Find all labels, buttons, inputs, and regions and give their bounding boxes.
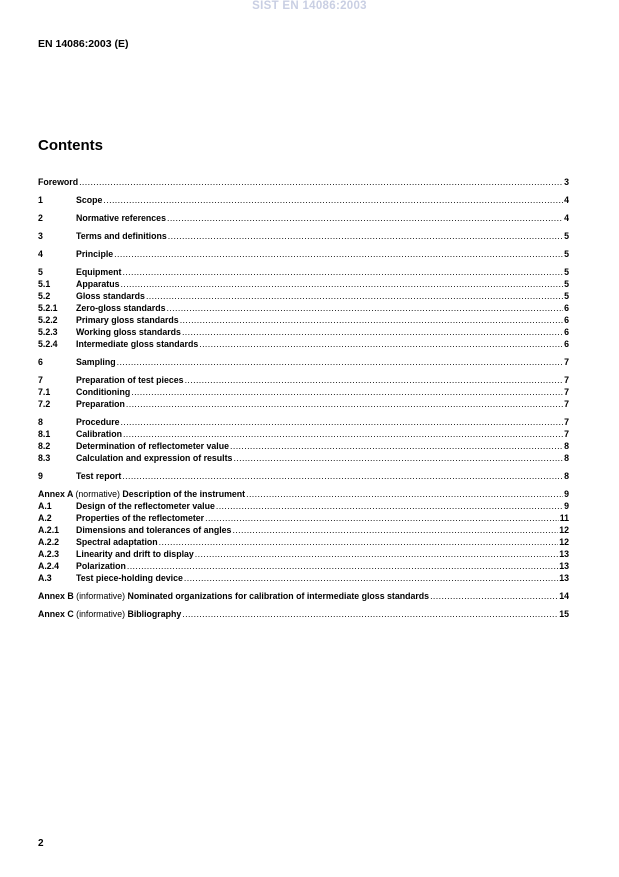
toc-entry[interactable] [38,356,569,368]
watermark: SIST EN 14086:2003 [252,0,367,12]
toc-entry[interactable] [38,590,569,602]
toc-entry[interactable] [38,572,569,584]
dot-leader [167,212,563,224]
toc-entry-title: Apparatus [76,279,120,289]
toc-entry-number: 4 [38,249,43,259]
toc-entry[interactable] [38,290,569,302]
toc-entry-page: 5 [564,267,569,277]
toc-entry-page: 7 [564,399,569,409]
toc-entry-title: Working gloss standards [76,327,181,337]
toc-entry-number: 8.2 [38,441,51,451]
toc-entry-number: 7 [38,375,43,385]
toc-entry-title: Equipment [76,267,122,277]
dot-leader [79,176,563,188]
dot-leader [122,266,563,278]
toc-entry[interactable] [38,302,569,314]
toc-entry-page: 8 [564,441,569,451]
toc-entry[interactable] [38,470,569,482]
toc-entry-page: 5 [564,249,569,259]
toc-entry[interactable] [38,500,569,512]
dot-leader [168,230,563,242]
dot-leader [121,416,564,428]
toc-entry[interactable] [38,212,569,224]
toc-entry[interactable] [38,248,569,260]
toc-entry-title: Properties of the reflectometer [76,513,205,523]
toc-entry-number: 5.2 [38,291,51,301]
toc-entry-number: 5.2.2 [38,315,58,325]
toc-entry-page: 15 [559,609,569,619]
toc-entry-number: A.2.2 [38,537,60,547]
toc-entry[interactable] [38,230,569,242]
toc-entry-page: 4 [564,213,569,223]
annex-label: Annex B [38,591,74,601]
toc-entry-page: 3 [564,177,569,187]
toc-entry-title: Linearity and drift to display [76,549,194,559]
toc-entry-page: 14 [559,591,569,601]
toc-entry-number: 8 [38,417,43,427]
toc-entry[interactable] [38,560,569,572]
toc-entry-title: Intermediate gloss standards [76,339,199,349]
annex-title: Bibliography [127,609,182,619]
toc-entry-title: Design of the reflectometer value [76,501,215,511]
toc-entry-title: Principle [76,249,114,259]
toc-entry-title: Calibration [76,429,122,439]
dot-leader [121,278,564,290]
toc-entry-page: 12 [559,525,569,535]
toc-entry-title: Foreword [38,177,79,187]
toc-entry-page: 6 [564,303,569,313]
dot-leader [126,398,563,410]
standard-id-header: EN 14086:2003 (E) [38,38,129,50]
toc-entry-page: 13 [559,573,569,583]
toc-entry-title: Polarization [76,561,126,571]
toc-entry[interactable] [38,416,569,428]
annex-label: Annex C [38,609,74,619]
dot-leader [146,290,563,302]
toc-entry-number: 5.2.1 [38,303,58,313]
dot-leader [180,314,563,326]
toc-entry-page: 7 [564,375,569,385]
toc-entry-page: 7 [564,387,569,397]
toc-entry[interactable] [38,536,569,548]
dot-leader [103,194,563,206]
dot-leader [199,338,563,350]
toc-entry-title: Spectral adaptation [76,537,158,547]
dot-leader [166,302,563,314]
toc-entry-page: 7 [564,429,569,439]
toc-entry-number: 5.1 [38,279,51,289]
dot-leader [131,386,563,398]
toc-entry-number: A.1 [38,501,52,511]
dot-leader [159,536,559,548]
toc-entry[interactable] [38,428,569,440]
toc-entry-title: Primary gloss standards [76,315,179,325]
toc-entry-title: Preparation [76,399,125,409]
toc-entry-page: 12 [559,537,569,547]
toc-entry[interactable] [38,488,569,500]
toc-entry-title [38,590,429,602]
toc-entry-title: Terms and definitions [76,231,167,241]
toc-entry-page: 4 [564,195,569,205]
toc-entry[interactable] [38,548,569,560]
toc-entry-page: 11 [559,513,569,523]
page-number: 2 [38,838,44,849]
dot-leader [184,572,558,584]
toc-entry-number: 7.1 [38,387,51,397]
toc-entry-number: A.2 [38,513,52,523]
annex-type: (informative) [76,591,126,601]
toc-entry-number: 1 [38,195,43,205]
dot-leader [114,248,563,260]
toc-entry[interactable] [38,524,569,536]
toc-entry[interactable] [38,176,569,188]
toc-entry-page: 13 [559,549,569,559]
toc-entry-title: Normative references [76,213,166,223]
toc-entry[interactable] [38,608,569,620]
toc-entry-title: Calculation and expression of results [76,453,233,463]
toc-entry[interactable] [38,398,569,410]
toc-entry-number: 7.2 [38,399,51,409]
dot-leader [195,548,558,560]
toc-entry-number: A.2.3 [38,549,60,559]
toc-entry-page: 6 [564,315,569,325]
toc-entry-page: 5 [564,279,569,289]
toc-entry-page: 5 [564,291,569,301]
dot-leader [246,488,563,500]
toc-entry-number: A.2.1 [38,525,60,535]
dot-leader [117,356,564,368]
toc-entry-page: 8 [564,453,569,463]
dot-leader [127,560,558,572]
toc-entry-title: Procedure [76,417,120,427]
annex-title: Description of the instrument [122,489,246,499]
toc-entry-title: Sampling [76,357,116,367]
toc-entry-page: 8 [564,471,569,481]
toc-entry-page: 6 [564,327,569,337]
toc-entry-number: 5.2.4 [38,339,58,349]
toc-entry[interactable] [38,338,569,350]
toc-entry-number: 8.1 [38,429,51,439]
toc-entry-number: 5.2.3 [38,327,58,337]
toc-entry-title: Gloss standards [76,291,145,301]
dot-leader [216,500,563,512]
toc-entry-number: 9 [38,471,43,481]
toc-entry[interactable] [38,374,569,386]
toc-entry[interactable] [38,386,569,398]
toc-entry[interactable] [38,266,569,278]
toc-entry[interactable] [38,278,569,290]
toc-entry-page: 5 [564,231,569,241]
toc-entry-number: 8.3 [38,453,51,463]
annex-label: Annex A [38,489,74,499]
toc-entry[interactable] [38,194,569,206]
toc-entry-page: 7 [564,417,569,427]
toc-entry-number: 3 [38,231,43,241]
dot-leader [123,428,563,440]
toc-entry-title: Preparation of test pieces [76,375,184,385]
table-of-contents [38,176,569,620]
toc-entry-number: A.2.4 [38,561,60,571]
toc-entry-page: 13 [559,561,569,571]
page-title: Contents [38,137,103,154]
toc-entry-page: 9 [564,501,569,511]
toc-entry[interactable] [38,326,569,338]
dot-leader [233,452,563,464]
dot-leader [430,590,558,602]
dot-leader [182,608,558,620]
dot-leader [122,470,563,482]
toc-entry-page: 9 [564,489,569,499]
toc-entry-title: Determination of reflectometer value [76,441,230,451]
annex-type: (informative) [76,609,126,619]
dot-leader [230,440,563,452]
toc-entry-title: Test piece-holding device [76,573,183,583]
dot-leader [182,326,563,338]
toc-entry-title [38,608,181,620]
dot-leader [205,512,559,524]
toc-entry-title: Test report [76,471,122,481]
toc-entry-title [38,488,245,500]
annex-title: Nominated organizations for calibration of intermediate gloss standards [127,591,430,601]
toc-entry-title: Dimensions and tolerances of angles [76,525,232,535]
dot-leader [232,524,558,536]
toc-entry[interactable] [38,512,569,524]
toc-entry-number: 5 [38,267,43,277]
toc-entry[interactable] [38,314,569,326]
toc-entry-title: Scope [76,195,103,205]
toc-entry-number: 2 [38,213,43,223]
toc-entry-title: Conditioning [76,387,131,397]
annex-type: (normative) [75,489,120,499]
toc-entry-number: 6 [38,357,43,367]
toc-entry[interactable] [38,440,569,452]
toc-entry-number: A.3 [38,573,52,583]
toc-entry-page: 7 [564,357,569,367]
toc-entry-title: Zero-gloss standards [76,303,166,313]
toc-entry[interactable] [38,452,569,464]
dot-leader [185,374,564,386]
toc-entry-page: 6 [564,339,569,349]
